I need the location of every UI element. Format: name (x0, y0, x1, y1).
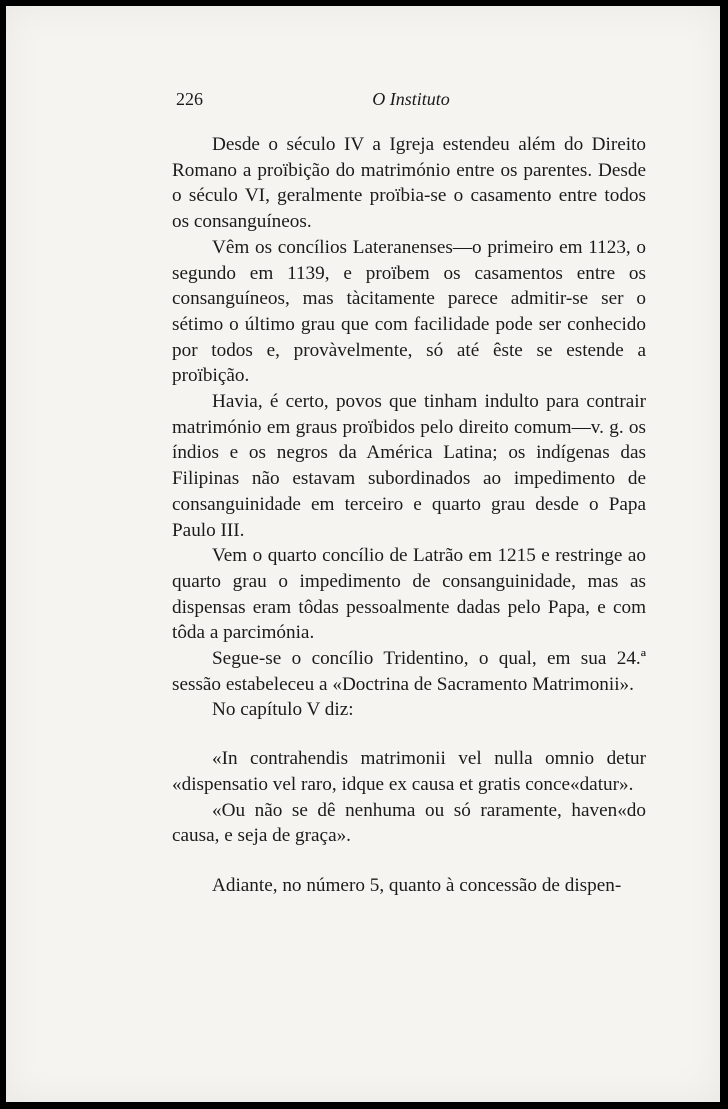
body-text (172, 132, 646, 899)
paragraph: No capítulo V diz: (212, 699, 354, 721)
running-title: O Instituto (372, 89, 450, 109)
book-page (6, 6, 720, 1102)
paragraph: Desde o século IV a Igreja estendeu além do Direito Romano a proïbição do matrimónio entre os parentes. Desde o século VI, geralmente proïbia-se o casamento entre todos os consanguíneos. (172, 134, 646, 233)
quote-latin: «In contrahendis matrimonii vel nulla omnio detur «dispensatio vel raro, idque ex causa et gratis conce«datur». (172, 748, 646, 795)
paragraph: Adiante, no número 5, quanto à concessão de dispen- (212, 874, 622, 896)
page-number: 226 (176, 89, 203, 109)
page-header (176, 89, 646, 115)
quote-translation: «Ou não se dê nenhuma ou só raramente, haven«do causa, e seja de graça». (172, 799, 646, 847)
paragraph: Segue-se o concílio Tridentino, o qual, em sua 24.ª sessão estabeleceu a «Doctrina de Sacramento Matrimonii». (172, 648, 646, 695)
latin-quote-block (172, 746, 646, 849)
paragraph: Vem o quarto concílio de Latrão em 1215 e restringe ao quarto grau o impedimento de consanguinidade, mas as dispensas eram tôdas pessoalmente dadas pelo Papa, e com tôda a parcimónia. (172, 545, 646, 644)
paragraph: Havia, é certo, povos que tinham indulto para contrair matrimónio em graus proïbidos pelo direito comum—v. g. os índios e os negros da América Latina; os indígenas das Filipinas não estavam subordinados ao impedimento de consanguinidade em terceiro e quarto grau desde o Papa Paulo III. (172, 391, 646, 541)
paragraph: Vêm os concílios Lateranenses—o primeiro em 1123, o segundo em 1139, e proïbem os casamentos entre os consanguíneos, mas tàcitamente parece admitir-se ser o sétimo o último grau que com facilidade pode ser conhecido por todos e, provàvelmente, só até êste se estende a proïbição. (172, 236, 646, 387)
